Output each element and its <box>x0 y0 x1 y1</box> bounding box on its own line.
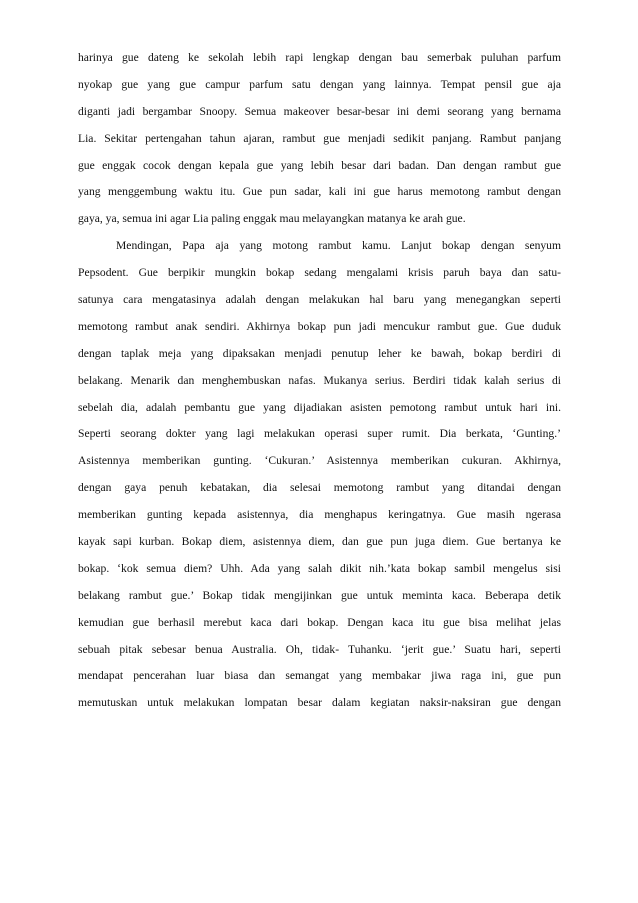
text-line: sebuah pitak sebesar benua Australia. Oh, tidak- Tuhanku. ‘jerit gue.’ Suatu hari, seperti <box>78 642 561 656</box>
text-line: bokap. ‘kok semua diem? Uhh. Ada yang salah dikit nih.’kata bokap sambil mengelus sisi <box>78 561 561 575</box>
body-text <box>78 45 561 717</box>
text-line: kemudian gue berhasil merebut kaca dari bokap. Dengan kaca itu gue bisa melihat jelas <box>78 615 561 629</box>
text-line: Asistennya memberikan gunting. ‘Cukuran.’ Asistennya memberikan cukuran. Akhirnya, <box>78 454 561 468</box>
text-line: Pepsodent. Gue berpikir mungkin bokap sedang mengalami krisis paruh baya dan satu- <box>78 266 561 280</box>
text-line: dengan gaya penuh kebatakan, dia selesai memotong rambut yang ditandai dengan <box>78 481 561 495</box>
text-line: sebelah dia, adalah pembantu gue yang dijadiakan asisten pemotong rambut untuk hari ini. <box>78 400 561 414</box>
text-line: belakang rambut gue.’ Bokap tidak mengijinkan gue untuk meminta kaca. Beberapa detik <box>78 588 561 602</box>
text-line: mendapat pencerahan luar biasa dan semangat yang membakar jiwa raga ini, gue pun <box>78 669 561 683</box>
text-line: Mendingan, Papa aja yang motong rambut kamu. Lanjut bokap dengan senyum <box>116 239 561 253</box>
text-line: gaya, ya, semua ini agar Lia paling enggak mau melayangkan matanya ke arah gue. <box>78 212 466 226</box>
text-line: kayak sapi kurban. Bokap diem, asistennya diem, dan gue pun juga diem. Gue bertanya ke <box>78 535 561 549</box>
text-line: Lia. Sekitar pertengahan tahun ajaran, rambut gue menjadi sedikit panjang. Rambut panjang <box>78 131 561 145</box>
text-line: Seperti seorang dokter yang lagi melakukan operasi super rumit. Dia berkata, ‘Gunting.’ <box>78 427 561 441</box>
text-line: belakang. Menarik dan menghembuskan nafas. Mukanya serius. Berdiri tidak kalah serius di <box>78 373 561 387</box>
text-line: memutuskan untuk melakukan lompatan besar dalam kegiatan naksir-naksiran gue dengan <box>78 696 561 710</box>
text-line: dengan taplak meja yang dipaksakan menjadi penutup leher ke bawah, bokap berdiri di <box>78 346 561 360</box>
text-line: memotong rambut anak sendiri. Akhirnya bokap pun jadi mencukur rambut gue. Gue duduk <box>78 319 561 333</box>
text-line: harinya gue dateng ke sekolah lebih rapi lengkap dengan bau semerbak puluhan parfum <box>78 51 561 64</box>
text-line: nyokap gue yang gue campur parfum satu dengan yang lainnya. Tempat pensil gue aja <box>78 77 561 91</box>
text-line: memberikan gunting kepada asistennya, dia menghapus keringatnya. Gue masih ngerasa <box>78 508 561 522</box>
text-line: gue enggak cocok dengan kepala gue yang lebih besar dari badan. Dan dengan rambut gue <box>78 158 561 172</box>
text-line: satunya cara mengatasinya adalah dengan melakukan hal baru yang menegangkan seperti <box>78 293 561 307</box>
text-line: yang menggembung waktu itu. Gue pun sadar, kali ini gue harus memotong rambut dengan <box>78 185 561 199</box>
text-line: diganti jadi bergambar Snoopy. Semua makeover besar-besar ini demi seorang yang bernama <box>78 104 561 118</box>
